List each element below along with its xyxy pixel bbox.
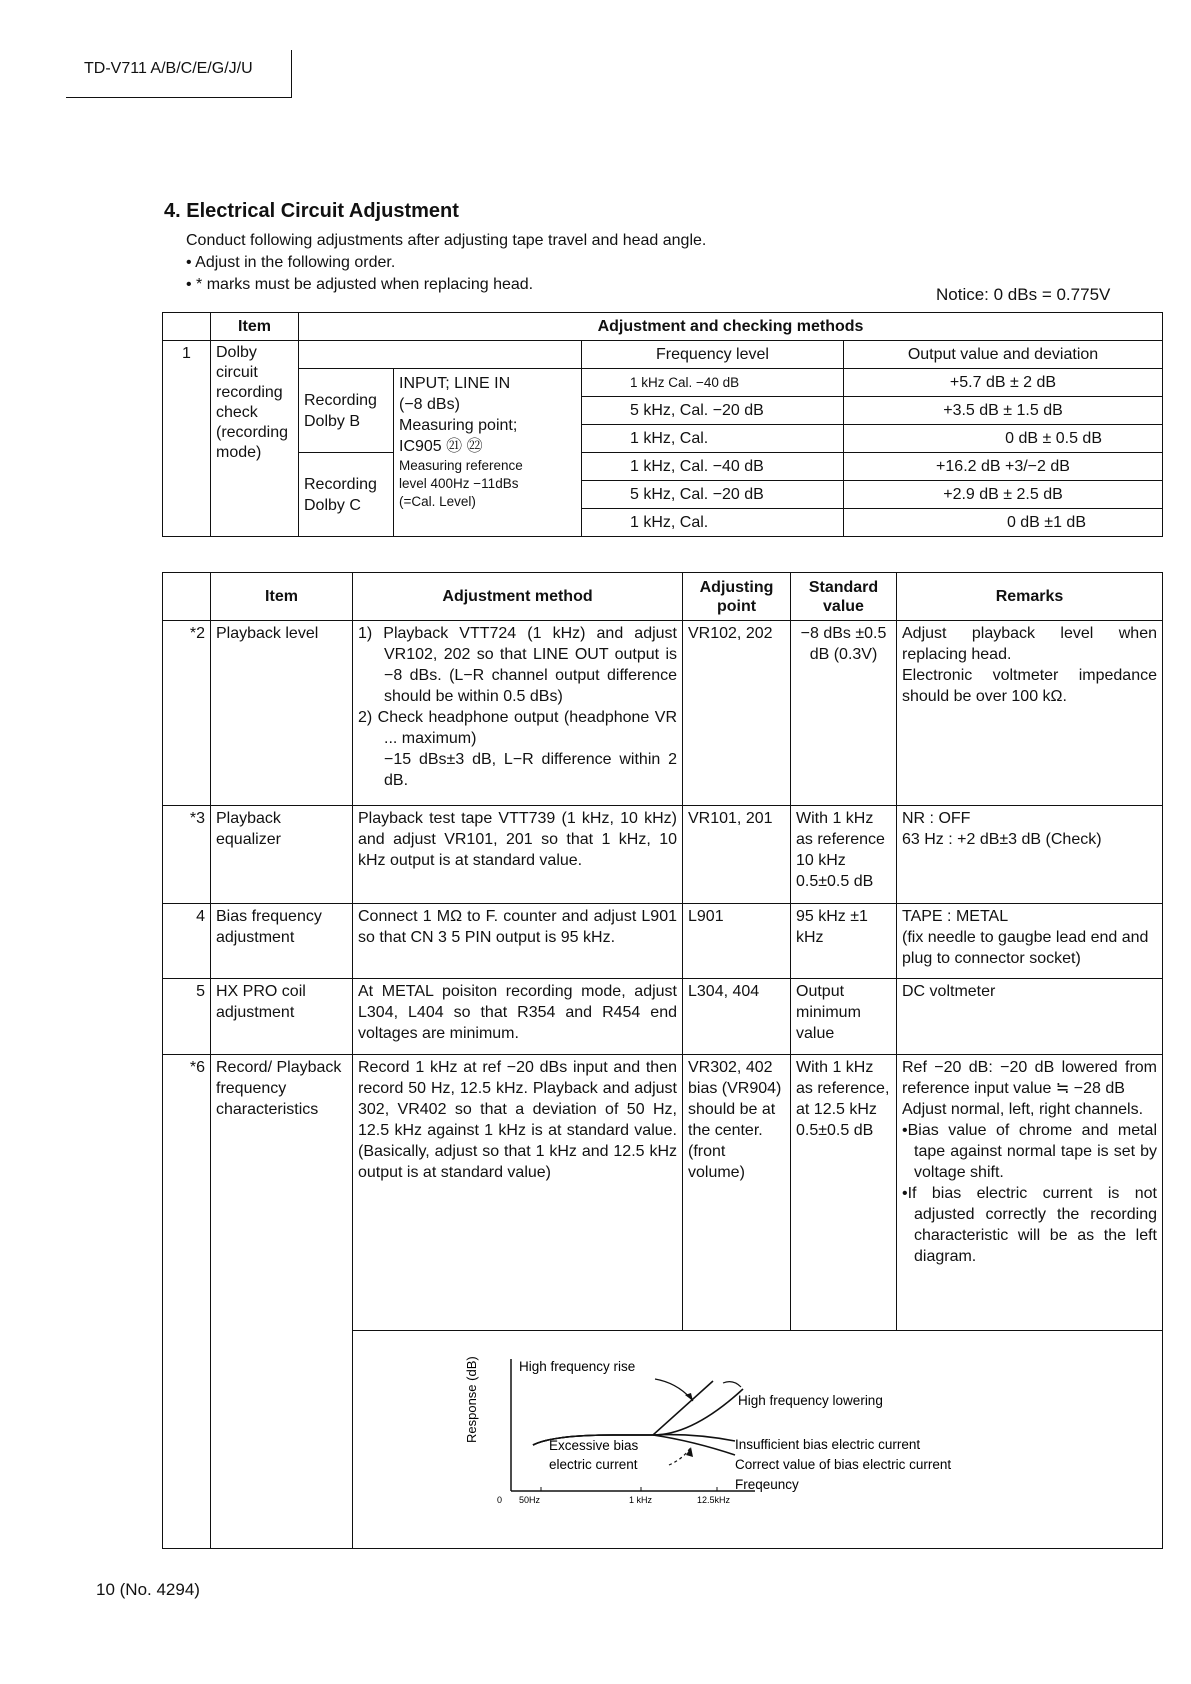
label-excessive-bias-1: Excessive bias <box>549 1438 639 1453</box>
row-number: *6 <box>163 1055 211 1549</box>
row-adjusting-point: VR101, 201 <box>683 806 791 904</box>
freq-cell: 1 kHz Cal. −40 dB <box>582 369 844 397</box>
output-cell: +5.7 dB ± 2 dB <box>844 369 1163 397</box>
row-remarks <box>897 806 1163 904</box>
measurement-conditions <box>394 369 582 537</box>
table-row <box>163 621 1163 806</box>
table1-blank-cell <box>299 341 582 369</box>
row-item: HX PRO coil adjustment <box>211 979 353 1055</box>
method-step-2: 2) Check headphone output (headphone VR ... maximum) <box>358 709 677 747</box>
dolby-check-table <box>162 312 1163 537</box>
freq-cell: 5 kHz, Cal. −20 dB <box>582 397 844 425</box>
freq-cell: 1 kHz, Cal. <box>582 425 844 453</box>
row-item: Bias frequency adjustment <box>211 904 353 979</box>
excessive-leader <box>669 1447 691 1465</box>
y-axis-label: Response (dB) <box>464 1356 479 1443</box>
output-cell: 0 dB ±1 dB <box>844 509 1163 537</box>
row-remarks <box>897 904 1163 979</box>
table1-header-output: Output value and deviation <box>844 341 1163 369</box>
bullet-head-marks: • * marks must be adjusted when replacing head. <box>186 276 534 293</box>
row-adjusting-point: VR102, 202 <box>683 621 791 806</box>
table-row <box>163 979 1163 1055</box>
tick-label: 1 kHz <box>629 1495 653 1505</box>
header-divider <box>291 50 292 98</box>
table1-item-name: Dolby circuit recording check (recording mode) <box>211 341 299 537</box>
header-underline <box>66 97 292 98</box>
row-number: 4 <box>163 904 211 979</box>
row-standard-value: With 1 kHz as reference 10 kHz 0.5±0.5 dB <box>791 806 897 904</box>
recording-dolby-c: Recording Dolby C <box>299 453 394 537</box>
condition-ic905: IC905 ㉑ ㉒ <box>399 438 483 455</box>
remark-line: •Bias value of chrome and metal tape against normal tape is set by voltage shift. <box>902 1122 1157 1181</box>
table2-header-point: Adjusting point <box>683 573 791 621</box>
table1-header-frequency: Frequency level <box>582 341 844 369</box>
row-number: *3 <box>163 806 211 904</box>
table-row <box>163 904 1163 979</box>
row-method: Connect 1 MΩ to F. counter and adjust L901 so that CN 3 5 PIN output is 95 kHz. <box>353 904 683 979</box>
method-step-1: 1) Playback VTT724 (1 kHz) and adjust VR102, 202 so that LINE OUT output is −8 dBs. (L−R channel output difference should be within 0.5 dBs) <box>358 625 677 705</box>
rise-leader <box>655 1379 693 1401</box>
label-high-frequency-lowering: High frequency lowering <box>738 1393 883 1408</box>
remark-line: •If bias electric current is not adjusted correctly the recording characteristic will be as the left diagram. <box>902 1185 1157 1265</box>
adjustment-table <box>162 572 1163 1549</box>
remark-line: (fix needle to gaugbe lead end and plug to connector socket) <box>902 929 1149 967</box>
high-frequency-lowering-curve <box>653 1389 743 1435</box>
intro-text: Conduct following adjustments after adjusting tape travel and head angle. <box>186 232 707 249</box>
label-excessive-bias-2: electric current <box>549 1457 638 1472</box>
label-correct-bias: Correct value of bias electric current <box>735 1457 952 1472</box>
condition-level: (−8 dBs) <box>399 396 460 413</box>
table2-header-blank <box>163 573 211 621</box>
table2-header-standard: Standard value <box>791 573 897 621</box>
row-standard-value: −8 dBs ±0.5 dB (0.3V) <box>791 621 897 806</box>
tick-label: 0 <box>497 1495 503 1505</box>
recording-dolby-b: Recording Dolby B <box>299 369 394 453</box>
table2-header-remarks: Remarks <box>897 573 1163 621</box>
tick-label: 12.5kHz <box>697 1495 731 1505</box>
table1-header-methods: Adjustment and checking methods <box>299 313 1163 341</box>
output-cell: +16.2 dB +3/−2 dB <box>844 453 1163 481</box>
row-adjusting-point: L304, 404 <box>683 979 791 1055</box>
table1-item-number: 1 <box>163 341 211 537</box>
bullet-order: • Adjust in the following order. <box>186 254 396 271</box>
condition-input: INPUT; LINE IN <box>399 375 511 392</box>
table1-header-item: Item <box>211 313 299 341</box>
x-axis-label: Freqeuncy <box>735 1477 799 1492</box>
section-title: 4. Electrical Circuit Adjustment <box>164 200 459 222</box>
lowering-leader <box>723 1382 741 1387</box>
method-step-2-detail: −15 dBs±3 dB, L−R difference within 2 dB. <box>384 751 677 789</box>
document-model-header: TD-V711 A/B/C/E/G/J/U <box>84 60 253 77</box>
remark-line: Electronic voltmeter impedance should be over 100 kΩ. <box>902 667 1157 705</box>
row-remarks: DC voltmeter <box>897 979 1163 1055</box>
table2-header-method: Adjustment method <box>353 573 683 621</box>
row-item: Playback equalizer <box>211 806 353 904</box>
condition-ref-level: level 400Hz −11dBs <box>399 476 519 491</box>
condition-reference: Measuring reference <box>399 458 523 473</box>
row-adjusting-point: L901 <box>683 904 791 979</box>
row-standard-value: With 1 kHz as reference, at 12.5 kHz 0.5±0.5 dB <box>791 1055 897 1331</box>
table-row <box>163 806 1163 904</box>
remark-line: Adjust playback level when replacing head. <box>902 625 1157 663</box>
table-row <box>163 1055 1163 1331</box>
remark-line: TAPE : METAL <box>902 908 1009 925</box>
output-cell: +3.5 dB ± 1.5 dB <box>844 397 1163 425</box>
row-method <box>353 621 683 806</box>
row-method: Record 1 kHz at ref −20 dBs input and then record 50 Hz, 12.5 kHz. Playback and adjust 302, VR402 so that a deviation of 50 Hz, 12.5 kHz against 1 kHz is at standard value. (Basically, adjust so that 1 kHz and 12.5 kHz output is at standard value) <box>353 1055 683 1331</box>
row-method: Playback test tape VTT739 (1 kHz, 10 kHz) and adjust VR101, 201 so that 1 kHz, 10 kHz output is at standard value. <box>353 806 683 904</box>
condition-cal-level: (=Cal. Level) <box>399 494 476 509</box>
freq-cell: 1 kHz, Cal. <box>582 509 844 537</box>
row-number: 5 <box>163 979 211 1055</box>
output-cell: +2.9 dB ± 2.5 dB <box>844 481 1163 509</box>
row-remarks <box>897 1055 1163 1331</box>
bias-response-diagram <box>353 1331 1163 1547</box>
remark-line: Adjust normal, left, right channels. <box>902 1101 1144 1118</box>
freq-cell: 1 kHz, Cal. −40 dB <box>582 453 844 481</box>
freq-cell: 5 kHz, Cal. −20 dB <box>582 481 844 509</box>
remark-line: NR : OFF <box>902 810 971 827</box>
notice-text: Notice: 0 dBs = 0.775V <box>936 285 1111 304</box>
row-method: At METAL poisiton recording mode, adjust L304, L404 so that R354 and R454 end voltages are minimum. <box>353 979 683 1055</box>
remark-line: 63 Hz : +2 dB±3 dB (Check) <box>902 831 1102 848</box>
remark-line: Ref −20 dB: −20 dB lowered from reference input value ≒ −28 dB <box>902 1059 1157 1097</box>
bias-diagram-cell <box>353 1331 1163 1549</box>
tick-label: 50Hz <box>519 1495 541 1505</box>
row-item: Playback level <box>211 621 353 806</box>
table1-header-blank <box>163 313 211 341</box>
row-standard-value: Output minimum value <box>791 979 897 1055</box>
page-footer: 10 (No. 4294) <box>96 1580 200 1599</box>
label-insufficient-bias: Insufficient bias electric current <box>735 1437 921 1452</box>
output-cell: 0 dB ± 0.5 dB <box>844 425 1163 453</box>
condition-measuring-point: Measuring point; <box>399 417 518 434</box>
table2-header-item: Item <box>211 573 353 621</box>
row-item: Record/ Playback frequency characteristics <box>211 1055 353 1549</box>
row-adjusting-point: VR302, 402 bias (VR904) should be at the center. (front volume) <box>683 1055 791 1331</box>
row-remarks <box>897 621 1163 806</box>
row-standard-value: 95 kHz ±1 kHz <box>791 904 897 979</box>
row-number: *2 <box>163 621 211 806</box>
label-high-frequency-rise: High frequency rise <box>519 1359 636 1374</box>
